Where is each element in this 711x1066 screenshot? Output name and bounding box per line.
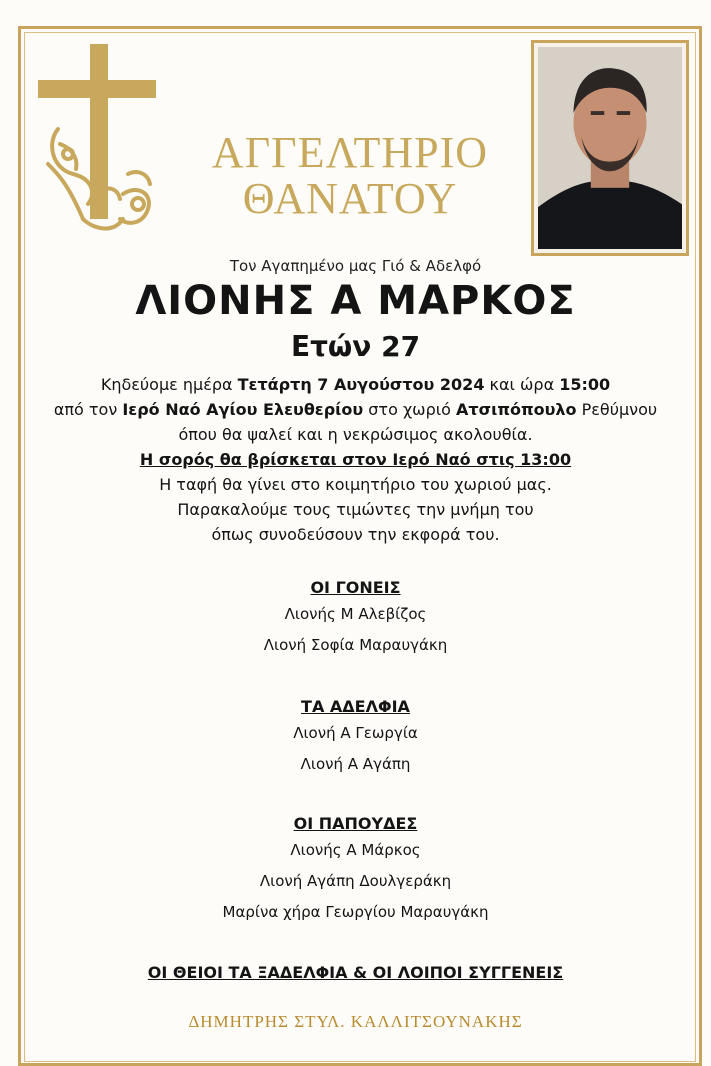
- cut-off-text: ΔΗΜΗΤΡΗΣ ΣΤΥΛ. ΚΑΛΛΙΤΣΟΥΝΑΚΗΣ: [188, 1012, 523, 1031]
- grandparents-section: [0, 814, 711, 928]
- details-line-4: Η σορός θα βρίσκεται στον Ιερό Ναό στις 13:00: [139, 450, 572, 469]
- family-member: Λιονή Σοφία Μαραυγάκη: [263, 636, 448, 654]
- funeral-details: [0, 372, 711, 547]
- family-member: Μαρίνα χήρα Γεωργίου Μαραυγάκη: [222, 903, 489, 921]
- family-member: Λιονή Α Γεωργία: [293, 724, 418, 742]
- details-line-5: Η ταφή θα γίνει στο κοιμητήριο του χωριού μας.: [159, 475, 552, 494]
- village-name: Ατσιπόπουλο: [456, 400, 577, 419]
- deceased-name: ΛΙΟΝΗΣ Α ΜΑΡΚΟΣ: [135, 278, 576, 324]
- details-line-3: όπου θα ψαλεί και η νεκρώσιμος ακολουθία.: [178, 425, 533, 444]
- details-text: και ώρα: [484, 375, 560, 394]
- funeral-date: Τετάρτη 7 Αυγούστου 2024: [237, 375, 485, 394]
- details-line-6: Παρακαλούμε τους τιμώντες την μνήμη του: [177, 500, 534, 519]
- family-member: Λιονής Α Μάρκος: [290, 841, 421, 859]
- intro-text: Τον Αγαπημένο μας Γιό & Αδελφό: [229, 257, 482, 275]
- portrait-photo: [538, 47, 682, 249]
- details-text: Κηδεύομε ημέρα: [100, 375, 238, 394]
- parents-section: [0, 578, 711, 661]
- deceased-age: Ετών 27: [290, 330, 421, 363]
- family-member: Λιονής Μ Αλεβίζος: [284, 605, 427, 623]
- siblings-section: [0, 697, 711, 780]
- heading-line-2: ΘΑΝΑΤΟΥ: [242, 174, 458, 223]
- details-line-2: [0, 397, 711, 422]
- cross-icon: [38, 44, 162, 240]
- section-title: ΤΑ ΑΔΕΛΦΙΑ: [301, 697, 410, 716]
- details-line-7: όπως συνοδεύσουν την εκφορά του.: [211, 525, 500, 544]
- heading-line-1: ΑΓΓΕΛΤΗΡΙΟ: [211, 128, 489, 177]
- section-title: ΟΙ ΓΟΝΕΙΣ: [310, 578, 401, 597]
- funeral-time: 15:00: [559, 375, 611, 394]
- details-text: στο χωριό: [363, 400, 457, 419]
- relatives-line: ΟΙ ΘΕΙΟΙ ΤΑ ΞΑΔΕΛΦΙΑ & ΟΙ ΛΟΙΠΟΙ ΣΥΓΓΕΝΕΙΣ: [147, 963, 564, 982]
- details-text: από τον: [53, 400, 123, 419]
- church-name: Ιερό Ναό Αγίου Ελευθερίου: [122, 400, 364, 419]
- portrait-frame: [531, 40, 689, 256]
- section-title: ΟΙ ΠΑΠΟΥΔΕΣ: [293, 814, 418, 833]
- details-line-1: [0, 372, 711, 397]
- details-text: Ρεθύμνου: [576, 400, 658, 419]
- family-member: Λιονή Α Αγάπη: [300, 755, 411, 773]
- family-member: Λιονή Αγάπη Δουλγεράκη: [259, 872, 452, 890]
- announcement-heading: [170, 130, 530, 222]
